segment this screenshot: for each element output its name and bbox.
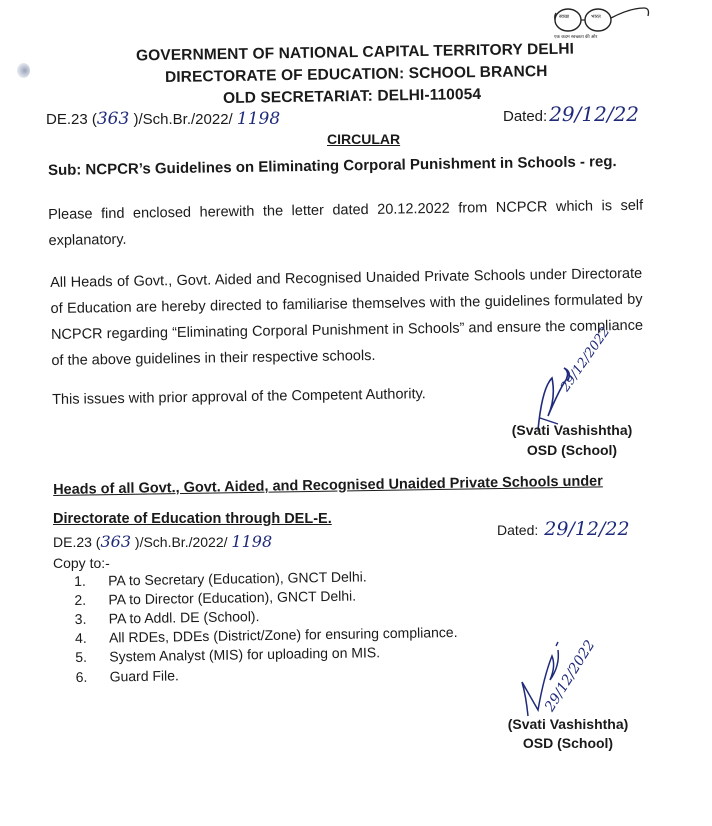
handwritten-date-2: 29/12/22 (544, 518, 630, 540)
item-number: 3. (74, 610, 87, 627)
item-text: PA to Secretary (Education), GNCT Delhi. (107, 568, 367, 589)
copy-to-item (74, 568, 367, 589)
header-line-1: GOVERNMENT OF NATIONAL CAPITAL TERRITORY DELHI (135, 40, 575, 65)
logo-left-label: स्वच्छ (559, 14, 570, 20)
punch-hole-mark (17, 63, 30, 78)
item-text: All RDEs, DDEs (District/Zone) for ensuring compliance. (108, 623, 458, 646)
signatory-name-2: (Svati Vashishtha) (507, 716, 629, 732)
item-number: 1. (74, 572, 86, 589)
copy-to-list (74, 566, 496, 693)
copy-to-item (75, 624, 458, 646)
item-text: PA to Addl. DE (School). (108, 608, 260, 627)
paragraph-2: All Heads of Govt., Govt. Aided and Recognised Unaided Private Schools under Directorate of Education are hereby directed to familiarise themselves with the guidelines formulated by NCPCR regarding “Eliminating Corporal Punishment in Schools” and ensure the compliance of the above guidelines in their respective schools. (50, 265, 644, 369)
handwritten-serial: 1198 (236, 109, 281, 129)
dated-field (503, 102, 639, 126)
item-text: System Analyst (MIS) for uploading on MIS. (109, 644, 381, 665)
signature-date: 29/12/2022 (558, 324, 614, 395)
handwritten-serial-2: 1198 (231, 532, 273, 551)
dated-field-2 (497, 518, 630, 540)
handwritten-date: 29/12/22 (549, 102, 640, 126)
subject-line: Sub: NCPCR’s Guidelines on Eliminating Corporal Punishment in Schools - reg. (47, 153, 617, 179)
signature-2 (512, 636, 632, 726)
header-line-3: OLD SECRETARIAT: DELHI-110054 (222, 85, 482, 108)
paragraph-1: Please find enclosed herewith the letter dated 20.12.2022 from NCPCR which is self explanatory. (48, 197, 644, 249)
dated-label: Dated: (503, 108, 548, 125)
item-number: 4. (74, 629, 87, 646)
handwritten-file-no-2: 363 (100, 532, 132, 551)
item-text: Guard File. (109, 667, 179, 685)
copy-to-item (75, 608, 260, 627)
recipients-line-2: Directorate of Education through DEL-E. (53, 511, 332, 527)
reference2-suffix: )/Sch.Br./2022/ (131, 534, 232, 550)
dated-label-2: Dated: (497, 522, 539, 538)
reference-suffix: )/Sch.Br./2022/ (129, 111, 237, 128)
item-text: PA to Director (Education), GNCT Delhi. (108, 587, 357, 608)
signatory-name: (Svati Vashishtha) (511, 422, 633, 438)
logo-tagline: एक कदम स्वच्छता की ओर (554, 34, 598, 39)
reference-number (46, 109, 280, 129)
logo-right-label: भारत (591, 14, 601, 20)
signature-date-2: 29/12/2022 (542, 637, 599, 715)
reference-number-2 (53, 532, 272, 551)
paragraph-3: This issues with prior approval of the Competent Authority. (52, 386, 426, 408)
copy-to-label: Copy to:- (53, 555, 110, 571)
circular-title: CIRCULAR (327, 131, 401, 147)
reference2-prefix: DE.23 ( (53, 534, 101, 550)
recipients-line-1: Heads of all Govt., Govt. Aided, and Recognised Unaided Private Schools under (53, 473, 603, 498)
reference-prefix: DE.23 ( (46, 111, 97, 128)
signatory-designation: OSD (School) (526, 442, 618, 458)
copy-to-item (76, 667, 179, 685)
copy-to-item (75, 644, 380, 665)
item-number: 6. (75, 668, 88, 685)
copy-to-item (74, 588, 356, 608)
signatory-designation-2: OSD (School) (522, 735, 614, 751)
item-number: 2. (74, 591, 87, 608)
handwritten-file-no: 363 (96, 109, 130, 129)
header-line-2: DIRECTORATE OF EDUCATION: SCHOOL BRANCH (164, 62, 548, 87)
item-number: 5. (75, 648, 88, 665)
